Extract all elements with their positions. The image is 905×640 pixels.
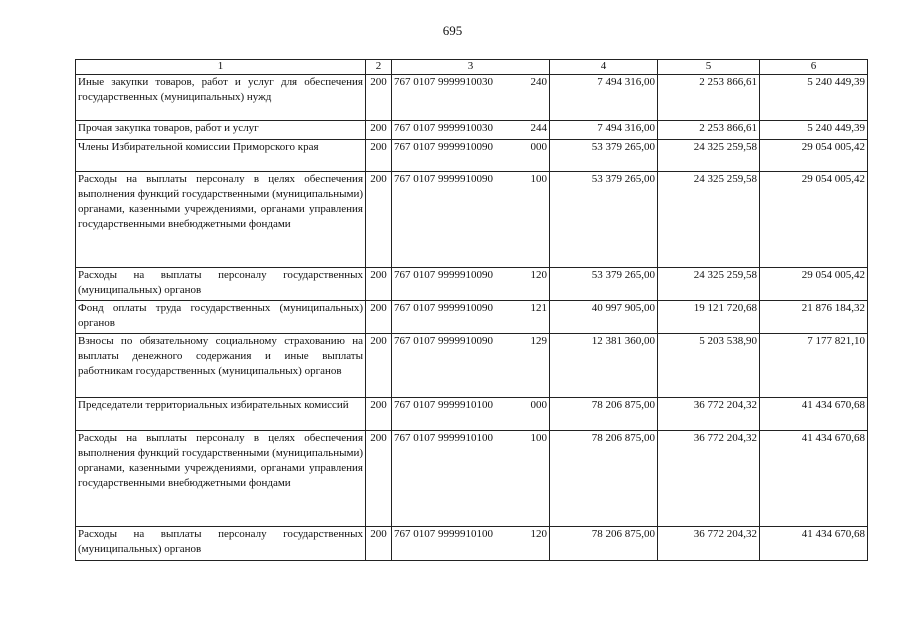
row-col2: 200 <box>366 431 392 527</box>
header-col-5: 5 <box>658 60 760 75</box>
row-name: Взносы по обязательному социальному страхованию на выплаты денежного содержания и иные выплаты работникам государственных (муниципальных) органов <box>76 334 366 398</box>
table-header <box>76 60 868 75</box>
row-vr: 244 <box>530 122 547 134</box>
row-col6: 41 434 670,68 <box>760 398 868 431</box>
row-name: Члены Избирательной комиссии Приморского края <box>76 140 366 172</box>
row-col4: 53 379 265,00 <box>550 268 658 301</box>
row-col6: 41 434 670,68 <box>760 527 868 561</box>
row-col5: 24 325 259,58 <box>658 172 760 268</box>
row-code-cell <box>392 75 550 121</box>
row-name: Председатели территориальных избирательных комиссий <box>76 398 366 431</box>
table-row <box>76 301 868 334</box>
table-row <box>76 75 868 121</box>
row-code: 767 0107 9999910030 <box>394 122 493 134</box>
page-number: 695 <box>442 23 463 38</box>
row-code-cell <box>392 301 550 334</box>
row-col6: 41 434 670,68 <box>760 431 868 527</box>
row-code-cell <box>392 334 550 398</box>
row-col2: 200 <box>366 121 392 140</box>
table-row <box>76 268 868 301</box>
header-row <box>76 60 868 75</box>
row-col2: 200 <box>366 172 392 268</box>
row-col6: 21 876 184,32 <box>760 301 868 334</box>
row-code: 767 0107 9999910100 <box>394 432 493 444</box>
row-col2: 200 <box>366 527 392 561</box>
header-col-6: 6 <box>760 60 868 75</box>
row-col5: 36 772 204,32 <box>658 527 760 561</box>
table-row <box>76 334 868 398</box>
row-code-cell <box>392 172 550 268</box>
row-name: Прочая закупка товаров, работ и услуг <box>76 121 366 140</box>
header-col-1: 1 <box>76 60 366 75</box>
table-row <box>76 527 868 561</box>
row-col4: 53 379 265,00 <box>550 140 658 172</box>
table-row <box>76 431 868 527</box>
row-vr: 100 <box>530 432 547 444</box>
row-col2: 200 <box>366 140 392 172</box>
row-col2: 200 <box>366 334 392 398</box>
row-col6: 5 240 449,39 <box>760 75 868 121</box>
row-col5: 36 772 204,32 <box>658 431 760 527</box>
row-col4: 78 206 875,00 <box>550 431 658 527</box>
row-col6: 7 177 821,10 <box>760 334 868 398</box>
row-code-cell <box>392 527 550 561</box>
row-col2: 200 <box>366 268 392 301</box>
table-row <box>76 121 868 140</box>
table-row <box>76 140 868 172</box>
row-name: Расходы на выплаты персоналу в целях обеспечения выполнения функций государственными (муниципальными) органами, казенными учреждениями, органами управления государственными внебюджетными фондами <box>76 172 366 268</box>
row-vr: 129 <box>530 335 547 347</box>
table-body <box>76 75 868 561</box>
row-col6: 29 054 005,42 <box>760 140 868 172</box>
row-name: Иные закупки товаров, работ и услуг для обеспечения государственных (муниципальных) нужд <box>76 75 366 121</box>
row-col4: 7 494 316,00 <box>550 75 658 121</box>
row-vr: 120 <box>530 528 547 540</box>
table-row <box>76 398 868 431</box>
row-col6: 29 054 005,42 <box>760 268 868 301</box>
row-code-cell <box>392 398 550 431</box>
row-col5: 19 121 720,68 <box>658 301 760 334</box>
row-code-cell <box>392 431 550 527</box>
row-code: 767 0107 9999910100 <box>394 399 493 411</box>
row-col5: 5 203 538,90 <box>658 334 760 398</box>
row-code-cell <box>392 121 550 140</box>
row-col6: 29 054 005,42 <box>760 172 868 268</box>
row-code-cell <box>392 268 550 301</box>
row-code: 767 0107 9999910090 <box>394 335 493 347</box>
header-col-4: 4 <box>550 60 658 75</box>
row-vr: 120 <box>530 269 547 281</box>
row-code: 767 0107 9999910090 <box>394 302 493 314</box>
row-code: 767 0107 9999910090 <box>394 173 493 185</box>
row-col5: 2 253 866,61 <box>658 121 760 140</box>
row-col4: 78 206 875,00 <box>550 527 658 561</box>
row-col5: 36 772 204,32 <box>658 398 760 431</box>
header-col-2: 2 <box>366 60 392 75</box>
row-col4: 53 379 265,00 <box>550 172 658 268</box>
row-vr: 100 <box>530 173 547 185</box>
row-name: Расходы на выплаты персоналу государственных (муниципальных) органов <box>76 527 366 561</box>
row-code: 767 0107 9999910100 <box>394 528 493 540</box>
row-col2: 200 <box>366 398 392 431</box>
row-col2: 200 <box>366 301 392 334</box>
row-col4: 7 494 316,00 <box>550 121 658 140</box>
header-col-3: 3 <box>392 60 550 75</box>
row-col5: 24 325 259,58 <box>658 268 760 301</box>
row-col4: 12 381 360,00 <box>550 334 658 398</box>
row-code: 767 0107 9999910090 <box>394 269 493 281</box>
row-vr: 240 <box>530 76 547 88</box>
budget-table <box>75 59 868 561</box>
row-name: Расходы на выплаты персоналу в целях обеспечения выполнения функций государственными (муниципальными) органами, казенными учреждениями, органами управления государственными внебюджетными фондами <box>76 431 366 527</box>
row-vr: 121 <box>530 302 547 314</box>
row-code-cell <box>392 140 550 172</box>
row-name: Фонд оплаты труда государственных (муниципальных) органов <box>76 301 366 334</box>
row-col4: 78 206 875,00 <box>550 398 658 431</box>
row-code: 767 0107 9999910090 <box>394 141 493 153</box>
row-vr: 000 <box>530 399 547 411</box>
row-name: Расходы на выплаты персоналу государственных (муниципальных) органов <box>76 268 366 301</box>
row-col6: 5 240 449,39 <box>760 121 868 140</box>
row-col5: 2 253 866,61 <box>658 75 760 121</box>
row-col5: 24 325 259,58 <box>658 140 760 172</box>
row-col2: 200 <box>366 75 392 121</box>
row-code: 767 0107 9999910030 <box>394 76 493 88</box>
row-col4: 40 997 905,00 <box>550 301 658 334</box>
table-row <box>76 172 868 268</box>
row-vr: 000 <box>530 141 547 153</box>
